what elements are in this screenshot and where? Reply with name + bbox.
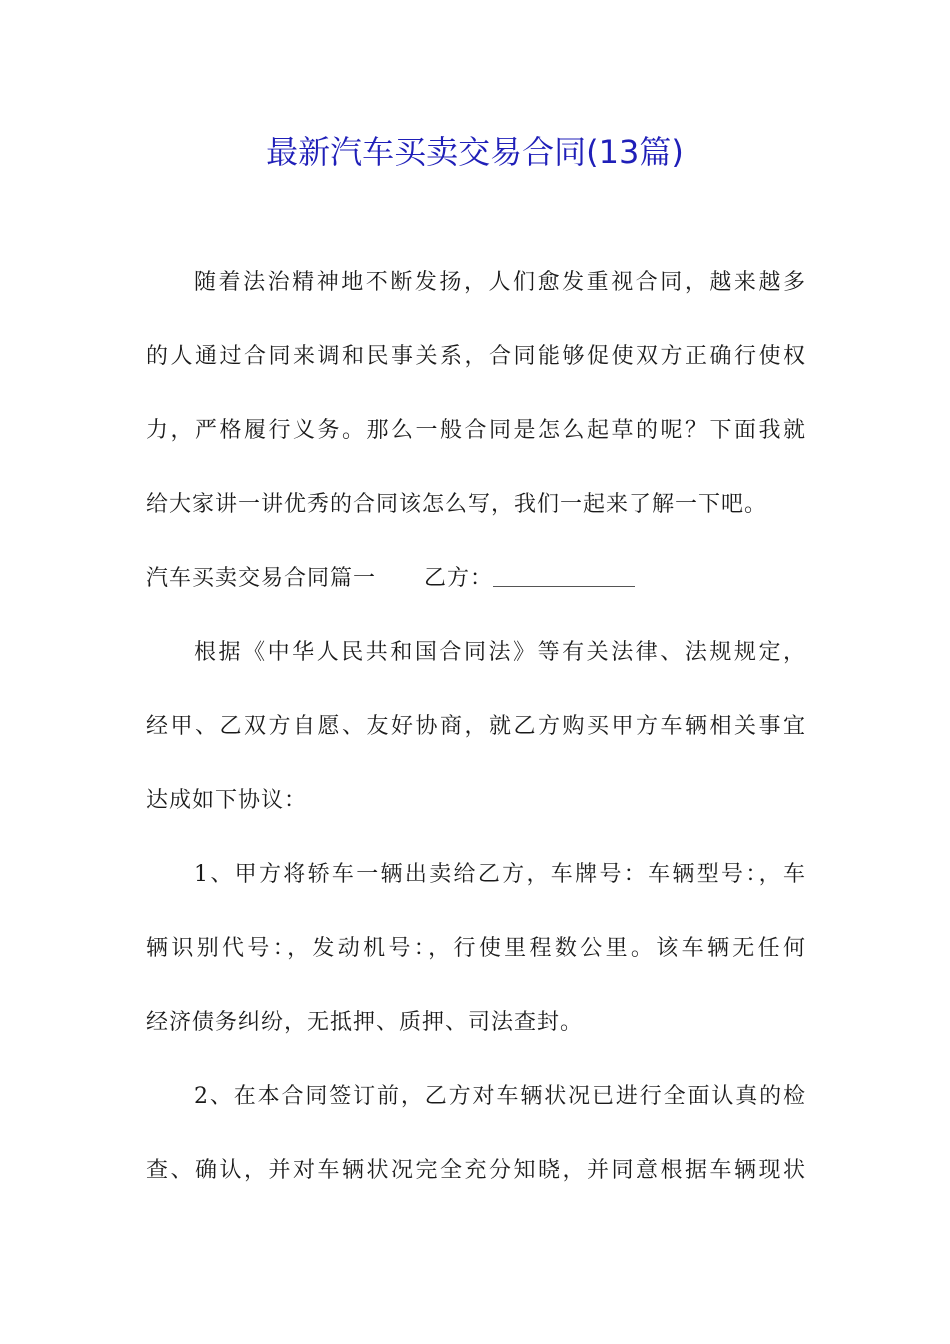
section-heading-row — [146, 556, 806, 616]
party-b-label: 乙方： — [424, 566, 494, 591]
section-heading: 汽车买卖交易合同篇一 — [146, 566, 377, 591]
clause-2-line: 2、在本合同签订前，乙方对车辆状况已进行全面认真的检 — [194, 1084, 806, 1109]
intro-line: 给大家讲一讲优秀的合同该怎么写，我们一起来了解一下吧。 — [146, 492, 768, 517]
basis-line: 达成如下协议： — [146, 788, 308, 813]
clause-1-line: 经济债务纠纷，无抵押、质押、司法查封。 — [146, 1010, 584, 1035]
basis-line: 根据《中华人民共和国合同法》等有关法律、法规规定， — [194, 640, 806, 665]
clause-1-line: 辆识别代号：，发动机号：，行使里程数公里。该车辆无任何 — [146, 936, 806, 961]
clause-2-line: 查、确认，并对车辆状况完全充分知晓，并同意根据车辆现状 — [146, 1158, 806, 1183]
document-body — [146, 260, 806, 1208]
intro-line: 随着法治精神地不断发扬，人们愈发重视合同，越来越多 — [194, 270, 806, 295]
document-title: 最新汽车买卖交易合同(13篇) — [266, 133, 684, 171]
intro-line: 的人通过合同来调和民事关系，合同能够促使双方正确行使权 — [146, 344, 806, 369]
basis-line: 经甲、乙双方自愿、友好协商，就乙方购买甲方车辆相关事宜 — [146, 714, 806, 739]
intro-line: 力，严格履行义务。那么一般合同是怎么起草的呢？下面我就 — [146, 418, 806, 443]
party-b-blank-line — [493, 566, 635, 587]
clause-1-line: 1、甲方将轿车一辆出卖给乙方，车牌号：车辆型号：，车 — [194, 862, 806, 887]
